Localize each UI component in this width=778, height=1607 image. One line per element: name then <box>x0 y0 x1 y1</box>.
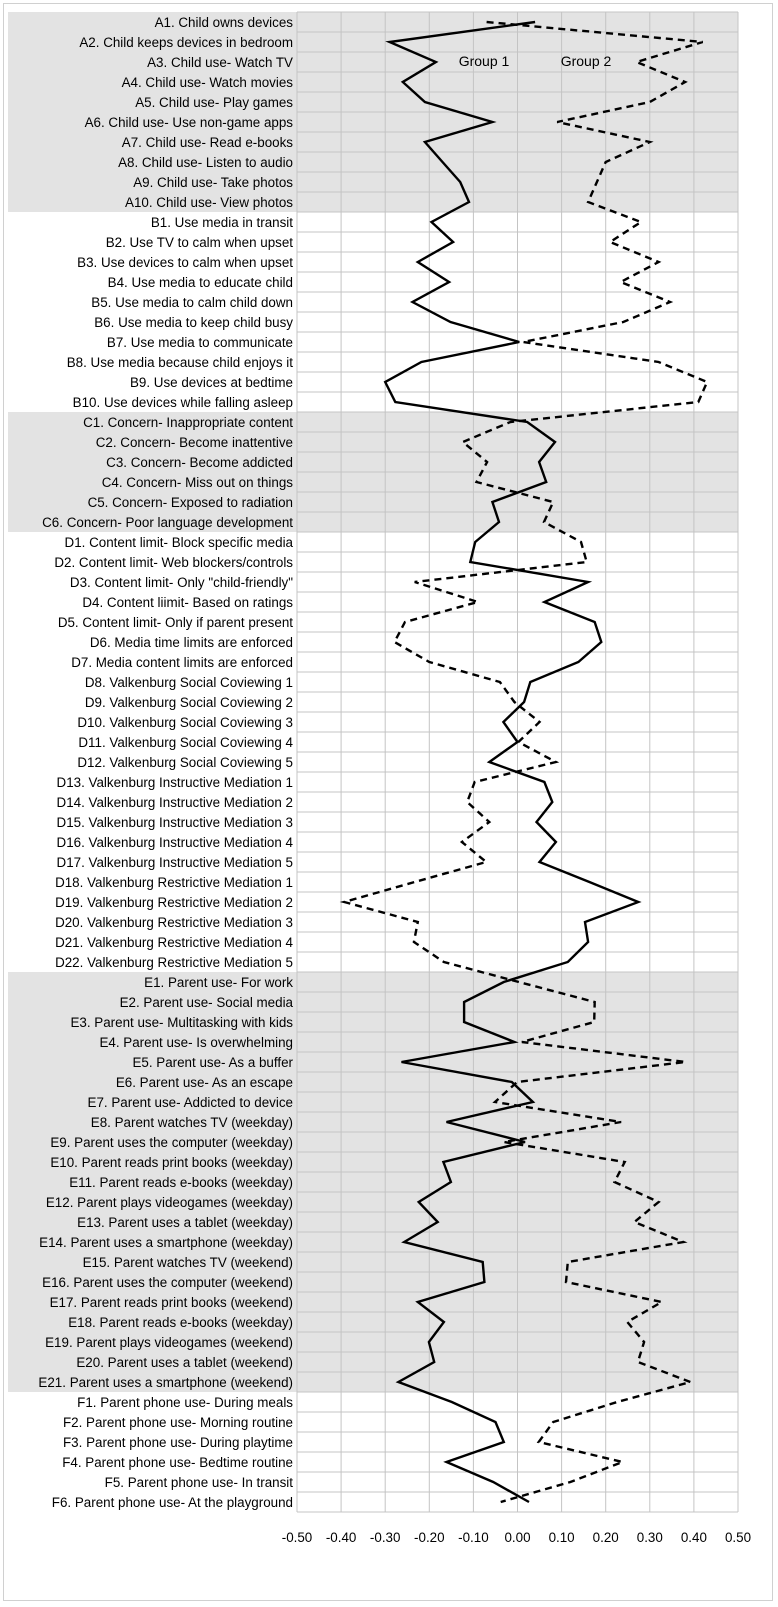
category-label: D11. Valkenburg Social Coviewing 4 <box>78 735 293 750</box>
category-label: C1. Concern- Inappropriate content <box>83 415 293 430</box>
category-label: D22. Valkenburg Restrictive Mediation 5 <box>55 955 293 970</box>
category-label: C5. Concern- Exposed to radiation <box>87 495 293 510</box>
category-label: D7. Media content limits are enforced <box>71 655 293 670</box>
category-label: D21. Valkenburg Restrictive Mediation 4 <box>55 935 293 950</box>
category-label: A1. Child owns devices <box>154 15 293 30</box>
category-label: A10. Child use- View photos <box>125 195 293 210</box>
category-label: F3. Parent phone use- During playtime <box>63 1435 293 1450</box>
category-label: A7. Child use- Read e-books <box>121 135 293 150</box>
category-label: F2. Parent phone use- Morning routine <box>62 1415 293 1430</box>
x-tick-label: 0.30 <box>636 1530 663 1545</box>
category-label: E12. Parent plays videogames (weekday) <box>45 1195 293 1210</box>
category-label: E8. Parent watches TV (weekday) <box>90 1115 293 1130</box>
category-label: E7. Parent use- Addicted to device <box>87 1095 293 1110</box>
category-label: F5. Parent phone use- In transit <box>104 1475 293 1490</box>
x-tick-label: 0.20 <box>592 1530 619 1545</box>
category-label: E13. Parent uses a tablet (weekday) <box>77 1215 293 1230</box>
x-tick-label: -0.10 <box>458 1530 489 1545</box>
category-label: E18. Parent reads e-books (weekday) <box>68 1315 293 1330</box>
category-label: A8. Child use- Listen to audio <box>118 155 293 170</box>
category-label: D19. Valkenburg Restrictive Mediation 2 <box>55 895 293 910</box>
category-label: B9. Use devices at bedtime <box>129 375 293 390</box>
category-label: A9. Child use- Take photos <box>133 175 293 190</box>
section-band-E <box>8 972 738 992</box>
category-label: B10. Use devices while falling asleep <box>72 395 293 410</box>
category-label: B1. Use media in transit <box>150 215 293 230</box>
category-label: E10. Parent reads print books (weekday) <box>50 1155 293 1170</box>
category-label: D17. Valkenburg Instructive Mediation 5 <box>56 855 293 870</box>
category-label: C3. Concern- Become addicted <box>106 455 293 470</box>
x-axis-ticks <box>282 1530 751 1545</box>
category-labels <box>38 15 293 1510</box>
category-label: A2. Child keeps devices in bedroom <box>79 35 293 50</box>
category-label: D6. Media time limits are enforced <box>89 635 293 650</box>
category-label: D4. Content liimit- Based on ratings <box>82 595 293 610</box>
category-label: A3. Child use- Watch TV <box>147 55 293 70</box>
category-label: B2. Use TV to calm when upset <box>105 235 293 250</box>
category-label: D5. Content limit- Only if parent present <box>57 615 293 630</box>
category-label: D12. Valkenburg Social Coviewing 5 <box>77 755 293 770</box>
category-label: E17. Parent reads print books (weekend) <box>49 1295 293 1310</box>
category-label: A4. Child use- Watch movies <box>121 75 293 90</box>
category-label: E20. Parent uses a tablet (weekend) <box>76 1355 293 1370</box>
category-label: E14. Parent uses a smartphone (weekday) <box>39 1235 293 1250</box>
section-band-A <box>8 172 738 192</box>
category-label: E3. Parent use- Multitasking with kids <box>70 1015 293 1030</box>
category-label: B8. Use media because child enjoys it <box>66 355 293 370</box>
section-band-A <box>8 52 738 72</box>
category-label: D15. Valkenburg Instructive Mediation 3 <box>56 815 293 830</box>
category-label: B7. Use media to communicate <box>106 335 293 350</box>
category-label: D9. Valkenburg Social Coviewing 2 <box>84 695 293 710</box>
section-band-A <box>8 192 738 212</box>
category-label: E15. Parent watches TV (weekend) <box>82 1255 293 1270</box>
x-tick-label: 0.40 <box>680 1530 707 1545</box>
x-tick-label: -0.30 <box>369 1530 401 1545</box>
x-tick-label: -0.50 <box>281 1530 313 1545</box>
category-label: E21. Parent uses a smartphone (weekend) <box>38 1375 293 1390</box>
category-label: E16. Parent uses the computer (weekend) <box>42 1275 293 1290</box>
category-label: E5. Parent use- As a buffer <box>132 1055 293 1070</box>
section-band-E <box>8 992 738 1012</box>
category-label: F1. Parent phone use- During meals <box>77 1395 293 1410</box>
section-band-A <box>8 12 738 32</box>
category-label: A6. Child use- Use non-game apps <box>84 115 293 130</box>
category-label: E11. Parent reads e-books (weekday) <box>69 1175 293 1190</box>
category-label: C4. Concern- Miss out on things <box>101 475 293 490</box>
category-label: A5. Child use- Play games <box>135 95 293 110</box>
category-label: D14. Valkenburg Instructive Mediation 2 <box>56 795 293 810</box>
x-tick-label: 0.50 <box>724 1530 752 1545</box>
category-label: D1. Content limit- Block specific media <box>64 535 293 550</box>
category-label: D2. Content limit- Web blockers/controls <box>54 555 293 570</box>
category-label: D13. Valkenburg Instructive Mediation 1 <box>56 775 293 790</box>
category-label: D16. Valkenburg Instructive Mediation 4 <box>56 835 293 850</box>
section-band-A <box>8 92 738 112</box>
x-tick-label: 0.10 <box>548 1530 575 1545</box>
category-label: B5. Use media to calm child down <box>91 295 293 310</box>
category-label: D3. Content limit- Only "child-friendly" <box>69 575 293 590</box>
category-label: E1. Parent use- For work <box>144 975 293 990</box>
annotation-group-1: Group 1 <box>458 53 510 69</box>
category-label: E2. Parent use- Social media <box>119 995 293 1010</box>
x-tick-label: 0.00 <box>504 1530 531 1545</box>
category-label: E9. Parent uses the computer (weekday) <box>50 1135 293 1150</box>
category-label: B6. Use media to keep child busy <box>94 315 293 330</box>
section-band-A <box>8 132 738 152</box>
category-label: D10. Valkenburg Social Coviewing 3 <box>77 715 293 730</box>
category-label: B3. Use devices to calm when upset <box>77 255 293 270</box>
category-label: E19. Parent plays videogames (weekend) <box>45 1335 293 1350</box>
category-label: C6. Concern- Poor language development <box>42 515 293 530</box>
category-label: D8. Valkenburg Social Coviewing 1 <box>84 675 293 690</box>
category-label: F4. Parent phone use- Bedtime routine <box>62 1455 293 1470</box>
category-label: D20. Valkenburg Restrictive Mediation 3 <box>55 915 293 930</box>
x-tick-label: -0.20 <box>414 1530 445 1545</box>
category-label: B4. Use media to educate child <box>107 275 293 290</box>
section-band-A <box>8 72 738 92</box>
annotation-group-2: Group 2 <box>560 53 612 69</box>
category-label: E6. Parent use- As an escape <box>115 1075 293 1090</box>
category-label: C2. Concern- Become inattentive <box>95 435 293 450</box>
x-tick-label: -0.40 <box>325 1530 357 1545</box>
category-label: D18. Valkenburg Restrictive Mediation 1 <box>55 875 293 890</box>
category-label: E4. Parent use- Is overwhelming <box>99 1035 293 1050</box>
category-label: F6. Parent phone use- At the playground <box>51 1495 293 1510</box>
